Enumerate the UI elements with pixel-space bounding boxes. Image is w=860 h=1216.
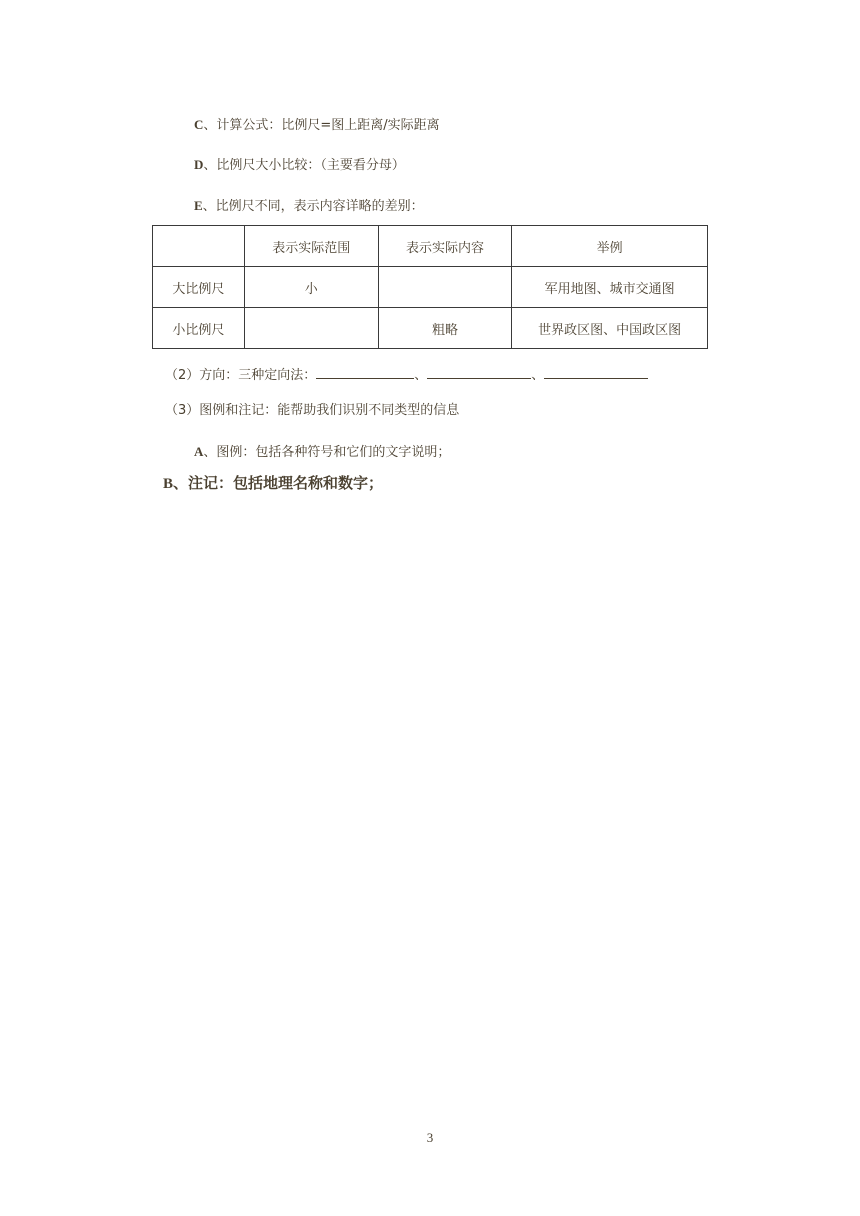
separator: 、	[531, 368, 545, 383]
table-cell: 世界政区图、中国政区图	[512, 308, 708, 349]
table-cell: 军用地图、城市交通图	[512, 267, 708, 308]
item-letter-e: E	[194, 198, 203, 213]
table-header-cell	[153, 226, 245, 267]
formula-text: 、计算公式：比例尺=图上距离/实际距离	[203, 118, 440, 133]
symbol-line	[194, 443, 450, 462]
table-header-cell: 表示实际范围	[244, 226, 378, 267]
table-row	[153, 267, 708, 308]
scale-comparison-table	[152, 225, 708, 349]
difference-line	[194, 197, 424, 216]
table-row	[153, 308, 708, 349]
annotation-line	[163, 474, 383, 493]
item-letter-c: C	[194, 117, 204, 132]
table-cell: 粗略	[378, 308, 512, 349]
legend-text: （3）图例和注记：能帮助我们识别不同类型的信息	[165, 403, 460, 418]
item-letter-d: D	[194, 157, 204, 172]
table-cell: 小	[244, 267, 378, 308]
annotation-text: 、注记：包括地理名称和数字；	[173, 474, 384, 492]
table-cell	[378, 267, 512, 308]
symbol-text: 、图例：包括各种符号和它们的文字说明；	[203, 445, 451, 460]
table-header-cell: 表示实际内容	[378, 226, 512, 267]
item-letter-a: A	[194, 444, 204, 459]
table-header-row	[153, 226, 708, 267]
separator: 、	[414, 368, 428, 383]
answer-blank-3[interactable]	[544, 366, 648, 379]
direction-line	[165, 366, 648, 385]
formula-line	[194, 116, 440, 135]
item-letter-b: B	[163, 476, 174, 492]
answer-blank-2[interactable]	[427, 366, 531, 379]
legend-line	[165, 402, 459, 420]
table-header-cell: 举例	[512, 226, 708, 267]
comparison-line	[194, 156, 405, 175]
difference-text: 、比例尺不同，表示内容详略的差别：	[202, 199, 424, 214]
direction-text: （2）方向：三种定向法：	[165, 368, 317, 383]
page-number: 3	[426, 1130, 434, 1145]
table-cell	[244, 308, 378, 349]
answer-blank-1[interactable]	[316, 366, 414, 379]
table-cell: 大比例尺	[153, 267, 245, 308]
comparison-text: 、比例尺大小比较：（主要看分母）	[203, 158, 405, 173]
table-cell: 小比例尺	[153, 308, 245, 349]
